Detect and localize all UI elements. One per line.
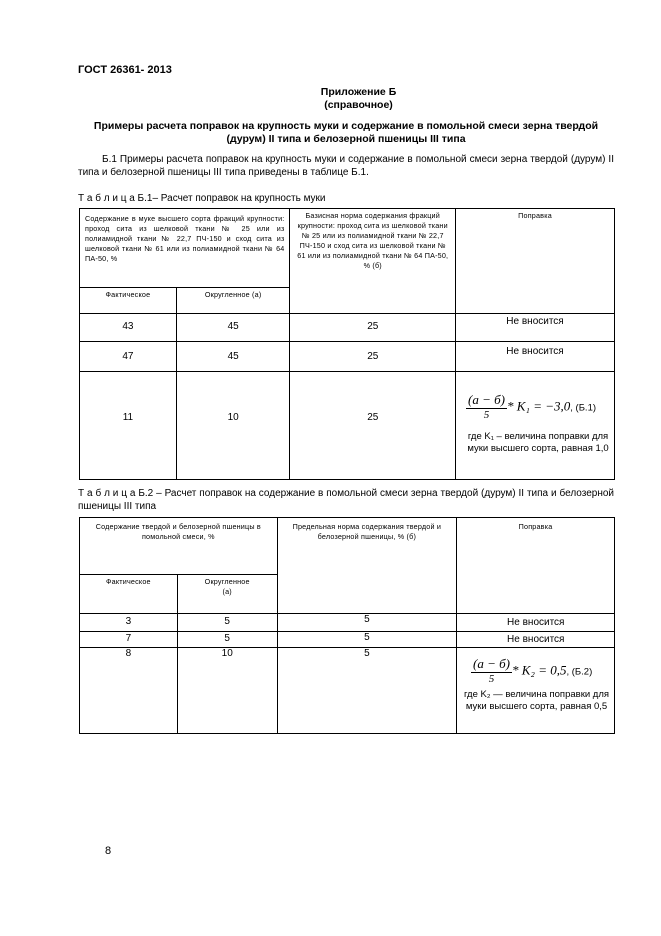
table-1 [79, 208, 615, 480]
table-row [80, 632, 615, 648]
cell-base: 25 [290, 342, 456, 372]
t1-head-col1: Содержание в муке высшего сорта фракций крупности: проход сита из шелковой ткани № 25 или из полиамидной ткани № 22,7 ПЧ-150 и сход сита из шелковой ткани № 61 или из полиамидной ткани № 64 ПА-50, % [80, 209, 290, 288]
table-2 [79, 517, 615, 734]
table2-caption: Т а б л и ц а Б.2 – Расчет поправок на содержание в помольной смеси зерна твердой (дурум) II типа и белозерной пшеницы III типа [78, 488, 614, 512]
page-number: 8 [105, 845, 112, 857]
cell-rounded: 45 [176, 314, 290, 342]
document-code: ГОСТ 26361- 2013 [78, 64, 172, 76]
t1-head-col3: Поправка [456, 209, 615, 314]
formula-rest: * K₁ = −3,0 [507, 398, 571, 414]
formula-rest: * K₂ = 0,5 [512, 662, 567, 678]
formula-note: где K₂ — величина поправки для муки высшего сорта, равная 0,5 [464, 689, 610, 712]
t1-sub-rounded: Округленное (а) [176, 288, 290, 314]
t1-head-col2: Базисная норма содержания фракций крупности: проход сита из шелковой ткани № 25 или из полиамидной ткани № 22,7 ПЧ-150 и сход сита из шелковой ткани № 61 или из полиамидной ткани № 64 ПА-50, % (б) [290, 209, 456, 314]
cell-correction: Не вносится [456, 314, 615, 342]
formula-numerator: (а − б) [473, 656, 511, 671]
formula-b2 [463, 656, 610, 685]
cell-correction: Не вносится [456, 342, 615, 372]
table1-caption: Т а б л и ц а Б.1– Расчет поправок на крупность муки [78, 193, 326, 204]
cell-correction: Не вносится [457, 632, 615, 648]
appendix-title: Приложение Б [320, 86, 397, 98]
cell-rounded: 10 [177, 648, 277, 734]
table-row [80, 314, 615, 342]
cell-rounded: 10 [176, 372, 290, 480]
formula-b1 [466, 392, 610, 421]
cell-base: 25 [290, 372, 456, 480]
cell-base: 5 [277, 614, 456, 632]
appendix-note: (справочное) [324, 99, 393, 111]
cell-rounded: 45 [176, 342, 290, 372]
table-row [80, 614, 615, 632]
table-row [80, 342, 615, 372]
formula-note: где K₁ – величина поправки для муки высшего сорта, равная 1,0 [467, 431, 609, 454]
cell-actual: 7 [80, 632, 178, 648]
cell-rounded: 5 [177, 632, 277, 648]
t2-sub-rounded: Округленное (а) [177, 575, 277, 614]
formula-ref: , (Б.1) [570, 402, 597, 414]
cell-base: 5 [277, 648, 456, 734]
cell-actual: 11 [80, 372, 177, 480]
cell-base: 5 [277, 632, 456, 648]
formula-denominator: 5 [488, 673, 495, 685]
cell-base: 25 [290, 314, 456, 342]
cell-actual: 3 [80, 614, 178, 632]
formula-denominator: 5 [483, 409, 490, 421]
cell-actual: 47 [80, 342, 177, 372]
table-row [80, 648, 615, 734]
t2-sub-actual: Фактическое [80, 575, 178, 614]
t2-head-col1: Содержание твердой и белозерной пшеницы в помольной смеси, % [80, 518, 278, 575]
section-title: Примеры расчета поправок на крупность муки и содержание в помольной смеси зерна твердой (дурум) II типа и белозерной пшеницы III типа [93, 120, 599, 145]
table-row [80, 372, 615, 480]
t1-sub-actual: Фактическое [80, 288, 177, 314]
cell-actual: 8 [80, 648, 178, 734]
formula-numerator: (а − б) [468, 392, 505, 407]
formula-ref: , (Б.2) [566, 666, 593, 678]
t2-head-col3: Поправка [457, 518, 615, 614]
t2-head-col2: Предельная норма содержания твердой и белозерной пшеницы, % (б) [277, 518, 456, 614]
cell-rounded: 5 [177, 614, 277, 632]
intro-paragraph: Б.1 Примеры расчета поправок на крупность муки и содержание в помольной смеси зерна твердой (дурум) II типа и белозерной пшеницы III типа приведены в таблице Б.1. [78, 154, 614, 178]
cell-actual: 43 [80, 314, 177, 342]
cell-correction: Не вносится [457, 614, 615, 632]
